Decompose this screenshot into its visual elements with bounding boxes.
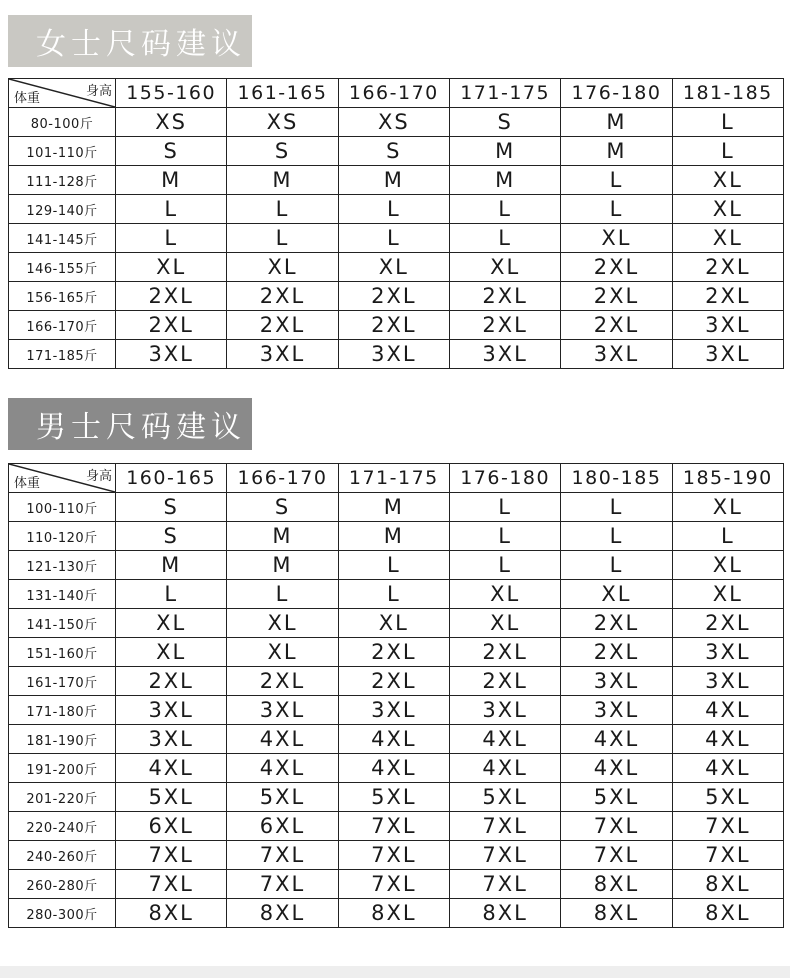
table-row (9, 282, 784, 311)
size-cell: L (561, 166, 672, 195)
weight-range-cell: 110-120斤 (9, 522, 116, 551)
size-cell: 3XL (227, 696, 338, 725)
size-cell: 4XL (561, 725, 672, 754)
size-cell: L (561, 195, 672, 224)
table-row (9, 696, 784, 725)
size-cell: L (227, 195, 338, 224)
height-range-header: 176-180 (561, 79, 672, 108)
size-cell: 7XL (449, 812, 560, 841)
height-range-header: 185-190 (672, 464, 783, 493)
size-cell: 2XL (672, 253, 783, 282)
size-cell: L (561, 493, 672, 522)
size-cell: 7XL (227, 841, 338, 870)
size-cell: L (672, 522, 783, 551)
size-cell: 4XL (672, 725, 783, 754)
height-range-header: 166-170 (227, 464, 338, 493)
size-cell: S (338, 137, 449, 166)
table-row (9, 166, 784, 195)
weight-range-cell: 121-130斤 (9, 551, 116, 580)
weight-range-cell: 260-280斤 (9, 870, 116, 899)
size-cell: 2XL (338, 282, 449, 311)
weight-range-cell: 131-140斤 (9, 580, 116, 609)
table-row (9, 783, 784, 812)
size-cell: 2XL (227, 311, 338, 340)
size-cell: 7XL (561, 812, 672, 841)
size-cell: 3XL (116, 340, 227, 369)
size-cell: M (116, 166, 227, 195)
size-cell: 5XL (561, 783, 672, 812)
size-cell: S (449, 108, 560, 137)
size-cell: 5XL (449, 783, 560, 812)
size-cell: 2XL (449, 311, 560, 340)
size-cell: 4XL (672, 696, 783, 725)
weight-range-cell: 161-170斤 (9, 667, 116, 696)
table-row (9, 493, 784, 522)
size-cell: 4XL (449, 725, 560, 754)
size-cell: 7XL (561, 841, 672, 870)
size-cell: 3XL (561, 696, 672, 725)
size-cell: L (561, 522, 672, 551)
weight-range-cell: 191-200斤 (9, 754, 116, 783)
size-cell: 3XL (672, 667, 783, 696)
size-cell: 5XL (672, 783, 783, 812)
women-size-title: 女士尺码建议 (8, 15, 252, 67)
corner-diagonal (9, 464, 115, 492)
size-cell: XL (338, 253, 449, 282)
size-cell: M (227, 522, 338, 551)
table-row (9, 667, 784, 696)
size-cell: 3XL (561, 340, 672, 369)
size-cell: 8XL (672, 870, 783, 899)
size-cell: S (227, 137, 338, 166)
size-cell: 4XL (561, 754, 672, 783)
size-cell: 8XL (449, 899, 560, 928)
size-cell: 7XL (338, 870, 449, 899)
size-cell: 4XL (227, 725, 338, 754)
men-size-table (8, 463, 784, 928)
size-cell: 6XL (116, 812, 227, 841)
size-cell: L (227, 224, 338, 253)
size-cell: 7XL (449, 870, 560, 899)
size-cell: 3XL (672, 311, 783, 340)
size-cell: 2XL (561, 253, 672, 282)
size-cell: L (227, 580, 338, 609)
size-cell: 5XL (116, 783, 227, 812)
size-cell: 3XL (116, 696, 227, 725)
size-cell: 3XL (561, 667, 672, 696)
size-cell: 3XL (116, 725, 227, 754)
size-cell: 3XL (672, 638, 783, 667)
size-cell: L (338, 195, 449, 224)
size-cell: M (338, 522, 449, 551)
size-cell: 7XL (227, 870, 338, 899)
size-cell: 3XL (449, 340, 560, 369)
weight-range-cell: 181-190斤 (9, 725, 116, 754)
table-row (9, 841, 784, 870)
corner-height-label: 身高 (85, 84, 112, 99)
table-header-row (9, 79, 784, 108)
weight-range-cell: 111-128斤 (9, 166, 116, 195)
table-row (9, 340, 784, 369)
corner-weight-label: 体重 (14, 476, 41, 491)
footer-strip (0, 966, 790, 978)
size-cell: 6XL (227, 812, 338, 841)
weight-range-cell: 100-110斤 (9, 493, 116, 522)
weight-range-cell: 280-300斤 (9, 899, 116, 928)
table-row (9, 638, 784, 667)
size-cell: XL (672, 224, 783, 253)
size-cell: M (561, 137, 672, 166)
height-range-header: 155-160 (116, 79, 227, 108)
women-size-table (8, 78, 784, 369)
size-cell: L (338, 580, 449, 609)
size-cell: 8XL (338, 899, 449, 928)
corner-header-cell (9, 79, 116, 108)
size-cell: 2XL (338, 311, 449, 340)
size-cell: M (338, 166, 449, 195)
size-cell: L (116, 195, 227, 224)
size-cell: L (672, 137, 783, 166)
weight-range-cell: 141-150斤 (9, 609, 116, 638)
size-cell: L (116, 224, 227, 253)
size-cell: L (561, 551, 672, 580)
table-row (9, 812, 784, 841)
table-header-row (9, 464, 784, 493)
size-cell: XS (116, 108, 227, 137)
weight-range-cell: 129-140斤 (9, 195, 116, 224)
size-cell: 8XL (561, 899, 672, 928)
size-cell: 3XL (672, 340, 783, 369)
weight-range-cell: 151-160斤 (9, 638, 116, 667)
size-cell: M (227, 551, 338, 580)
size-cell: 7XL (338, 841, 449, 870)
height-range-header: 171-175 (338, 464, 449, 493)
men-size-title: 男士尺码建议 (8, 398, 252, 450)
size-cell: M (449, 137, 560, 166)
weight-range-cell: 171-185斤 (9, 340, 116, 369)
size-cell: XL (672, 551, 783, 580)
size-cell: S (116, 137, 227, 166)
size-cell: 2XL (116, 667, 227, 696)
size-cell: XL (116, 609, 227, 638)
size-cell: XL (116, 638, 227, 667)
weight-range-cell: 201-220斤 (9, 783, 116, 812)
table-row (9, 522, 784, 551)
weight-range-cell: 166-170斤 (9, 311, 116, 340)
size-cell: 2XL (449, 667, 560, 696)
size-cell: XL (561, 580, 672, 609)
table-row (9, 754, 784, 783)
size-cell: 4XL (338, 725, 449, 754)
size-cell: 3XL (449, 696, 560, 725)
size-cell: L (449, 195, 560, 224)
size-cell: 7XL (672, 841, 783, 870)
size-cell: XL (227, 253, 338, 282)
size-cell: 3XL (338, 696, 449, 725)
height-range-header: 171-175 (449, 79, 560, 108)
size-cell: 2XL (449, 282, 560, 311)
size-cell: XL (449, 580, 560, 609)
size-cell: 2XL (116, 311, 227, 340)
weight-range-cell: 240-260斤 (9, 841, 116, 870)
table-row (9, 137, 784, 166)
size-cell: XL (227, 609, 338, 638)
size-cell: 2XL (672, 609, 783, 638)
table-row (9, 253, 784, 282)
table-row (9, 195, 784, 224)
size-cell: 5XL (227, 783, 338, 812)
size-cell: 7XL (672, 812, 783, 841)
size-cell: 2XL (561, 282, 672, 311)
size-cell: 2XL (672, 282, 783, 311)
size-cell: 7XL (116, 841, 227, 870)
size-cell: 3XL (338, 340, 449, 369)
size-cell: L (672, 108, 783, 137)
size-cell: XL (449, 253, 560, 282)
size-cell: 2XL (338, 667, 449, 696)
size-cell: XL (672, 493, 783, 522)
size-cell: 4XL (116, 754, 227, 783)
size-cell: 8XL (116, 899, 227, 928)
size-cell: 4XL (449, 754, 560, 783)
size-cell: 4XL (672, 754, 783, 783)
table-row (9, 224, 784, 253)
size-cell: XL (227, 638, 338, 667)
size-cell: L (449, 224, 560, 253)
height-range-header: 160-165 (116, 464, 227, 493)
table-row (9, 580, 784, 609)
size-cell: 3XL (227, 340, 338, 369)
table-row (9, 870, 784, 899)
size-cell: 7XL (116, 870, 227, 899)
size-cell: XL (672, 166, 783, 195)
size-cell: 2XL (561, 311, 672, 340)
size-cell: L (338, 551, 449, 580)
size-cell: 2XL (227, 667, 338, 696)
size-cell: XL (672, 580, 783, 609)
size-cell: 4XL (227, 754, 338, 783)
size-cell: L (116, 580, 227, 609)
weight-range-cell: 101-110斤 (9, 137, 116, 166)
size-cell: L (449, 551, 560, 580)
height-range-header: 166-170 (338, 79, 449, 108)
size-cell: XL (116, 253, 227, 282)
size-cell: 8XL (227, 899, 338, 928)
table-row (9, 108, 784, 137)
size-cell: 5XL (338, 783, 449, 812)
size-cell: XL (338, 609, 449, 638)
weight-range-cell: 141-145斤 (9, 224, 116, 253)
size-cell: XS (338, 108, 449, 137)
size-cell: XL (449, 609, 560, 638)
size-cell: XL (561, 224, 672, 253)
size-cell: 2XL (116, 282, 227, 311)
size-cell: S (116, 522, 227, 551)
weight-range-cell: 220-240斤 (9, 812, 116, 841)
size-cell: 2XL (561, 638, 672, 667)
weight-range-cell: 171-180斤 (9, 696, 116, 725)
size-cell: XS (227, 108, 338, 137)
size-cell: L (449, 493, 560, 522)
table-row (9, 311, 784, 340)
table-row (9, 899, 784, 928)
size-cell: 4XL (338, 754, 449, 783)
corner-diagonal (9, 79, 115, 107)
size-cell: L (338, 224, 449, 253)
size-cell: M (561, 108, 672, 137)
weight-range-cell: 146-155斤 (9, 253, 116, 282)
size-cell: 7XL (338, 812, 449, 841)
weight-range-cell: 80-100斤 (9, 108, 116, 137)
size-cell: M (116, 551, 227, 580)
corner-header-cell (9, 464, 116, 493)
size-cell: 2XL (449, 638, 560, 667)
height-range-header: 180-185 (561, 464, 672, 493)
table-row (9, 609, 784, 638)
corner-weight-label: 体重 (14, 91, 41, 106)
size-cell: 2XL (561, 609, 672, 638)
size-cell: M (227, 166, 338, 195)
size-cell: M (338, 493, 449, 522)
height-range-header: 161-165 (227, 79, 338, 108)
weight-range-cell: 156-165斤 (9, 282, 116, 311)
size-cell: 2XL (227, 282, 338, 311)
size-cell: M (449, 166, 560, 195)
size-cell: XL (672, 195, 783, 224)
table-row (9, 725, 784, 754)
size-cell: 2XL (338, 638, 449, 667)
corner-height-label: 身高 (85, 469, 112, 484)
size-cell: S (227, 493, 338, 522)
size-cell: 8XL (672, 899, 783, 928)
table-row (9, 551, 784, 580)
size-cell: L (449, 522, 560, 551)
height-range-header: 181-185 (672, 79, 783, 108)
height-range-header: 176-180 (449, 464, 560, 493)
size-cell: 7XL (449, 841, 560, 870)
size-cell: 8XL (561, 870, 672, 899)
size-cell: S (116, 493, 227, 522)
